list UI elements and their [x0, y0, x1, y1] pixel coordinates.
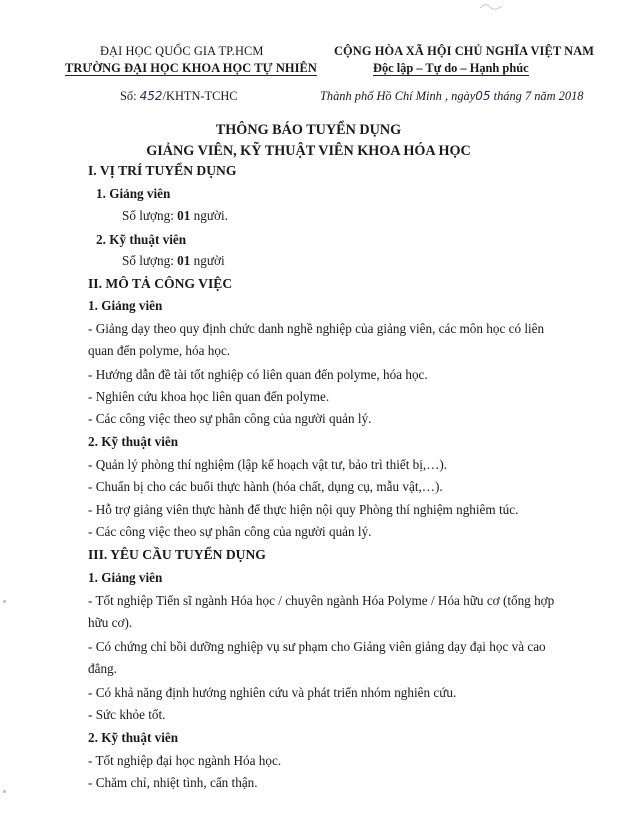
list-item: - Tốt nghiệp đại học ngành Hóa học. [88, 753, 282, 768]
date-suffix: tháng 7 năm 2018 [493, 89, 584, 103]
section-heading-requirements: III. YÊU CẦU TUYỂN DỤNG [88, 547, 266, 562]
doc-number-handwritten: 452 [139, 89, 163, 103]
technician-quantity [122, 253, 225, 269]
job-lecturer-heading: 1. Giảng viên [88, 298, 163, 313]
quantity-unit: người. [190, 208, 228, 223]
section-heading-positions: I. VỊ TRÍ TUYỂN DỤNG [88, 163, 237, 178]
quantity-label: Số lượng: [122, 253, 178, 268]
document-number [120, 89, 238, 104]
position-technician: 2. Kỹ thuật viên [96, 232, 187, 247]
list-item: - Các công việc theo sự phân công của người quản lý. [88, 524, 372, 539]
list-item: - Các công việc theo sự phân công của người quản lý. [88, 411, 372, 426]
university-name: ĐẠI HỌC QUỐC GIA TP.HCM [100, 44, 264, 58]
scan-mark-icon [476, 0, 506, 14]
quantity-value: 01 [177, 253, 191, 268]
quantity-label: Số lượng: [122, 208, 178, 223]
quantity-value: 01 [177, 208, 191, 223]
doc-number-suffix: /KHTN-TCHC [162, 89, 238, 103]
req-technician-heading: 2. Kỹ thuật viên [88, 730, 179, 745]
list-item: quan đến polyme, hóa học. [88, 343, 231, 358]
notice-subtitle: GIẢNG VIÊN, KỸ THUẬT VIÊN KHOA HÓA HỌC [146, 143, 471, 159]
school-name [65, 61, 317, 76]
list-item: - Có khả năng định hướng nghiên cứu và phát triển nhóm nghiên cứu. [88, 685, 457, 700]
list-item: - Tốt nghiệp Tiến sĩ ngành Hóa học / chuyên ngành Hóa Polyme / Hóa hữu cơ (tổng hợp [88, 593, 555, 608]
notice-title: THÔNG BÁO TUYỂN DỤNG [215, 122, 402, 138]
scan-dot [3, 600, 6, 603]
document-date [320, 89, 583, 104]
list-item: - Hỗ trợ giảng viên thực hành để thực hiện nội quy Phòng thí nghiệm nghiêm túc. [88, 502, 519, 517]
list-item: - Nghiên cứu khoa học liên quan đến polyme. [88, 389, 330, 404]
date-day-handwritten: 05 [475, 89, 491, 103]
list-item: hữu cơ). [88, 615, 133, 630]
date-prefix: Thành phố Hồ Chí Minh , ngày [320, 89, 476, 103]
req-lecturer-heading: 1. Giảng viên [88, 570, 163, 585]
list-item: đẳng. [88, 661, 117, 676]
section-heading-job-description: II. MÔ TẢ CÔNG VIỆC [88, 276, 233, 291]
position-lecturer: 1. Giảng viên [96, 186, 171, 201]
country-name: CỘNG HÒA XÃ HỘI CHỦ NGHĨA VIỆT NAM [334, 44, 595, 58]
list-item: - Chuẩn bị cho các buổi thực hành (hóa chất, dụng cụ, mẫu vật,…). [88, 479, 443, 494]
job-technician-heading: 2. Kỹ thuật viên [88, 434, 179, 449]
doc-number-label: Số: [120, 89, 137, 103]
list-item: - Giảng dạy theo quy định chức danh nghề nghiệp của giảng viên, các môn học có liên [88, 321, 545, 336]
list-item: - Hướng dẫn đề tài tốt nghiệp có liên quan đến polyme, hóa học. [88, 367, 428, 382]
motto-text: Độc lập – Tự do – Hạnh phúc [373, 61, 529, 75]
quantity-unit: người [190, 253, 225, 268]
list-item: - Có chứng chỉ bồi dưỡng nghiệp vụ sư phạm cho Giảng viên giảng dạy đại học và cao [88, 639, 546, 654]
school-name-text: TRƯỜNG ĐẠI HỌC KHOA HỌC TỰ NHIÊN [65, 61, 317, 75]
list-item: - Quản lý phòng thí nghiệm (lập kế hoạch vật tư, bảo trì thiết bị,…). [88, 457, 448, 472]
scan-dot [3, 790, 6, 793]
lecturer-quantity [122, 208, 228, 224]
motto [373, 61, 529, 76]
list-item: - Chăm chỉ, nhiệt tình, cẩn thận. [88, 775, 258, 790]
list-item: - Sức khỏe tốt. [88, 707, 166, 722]
